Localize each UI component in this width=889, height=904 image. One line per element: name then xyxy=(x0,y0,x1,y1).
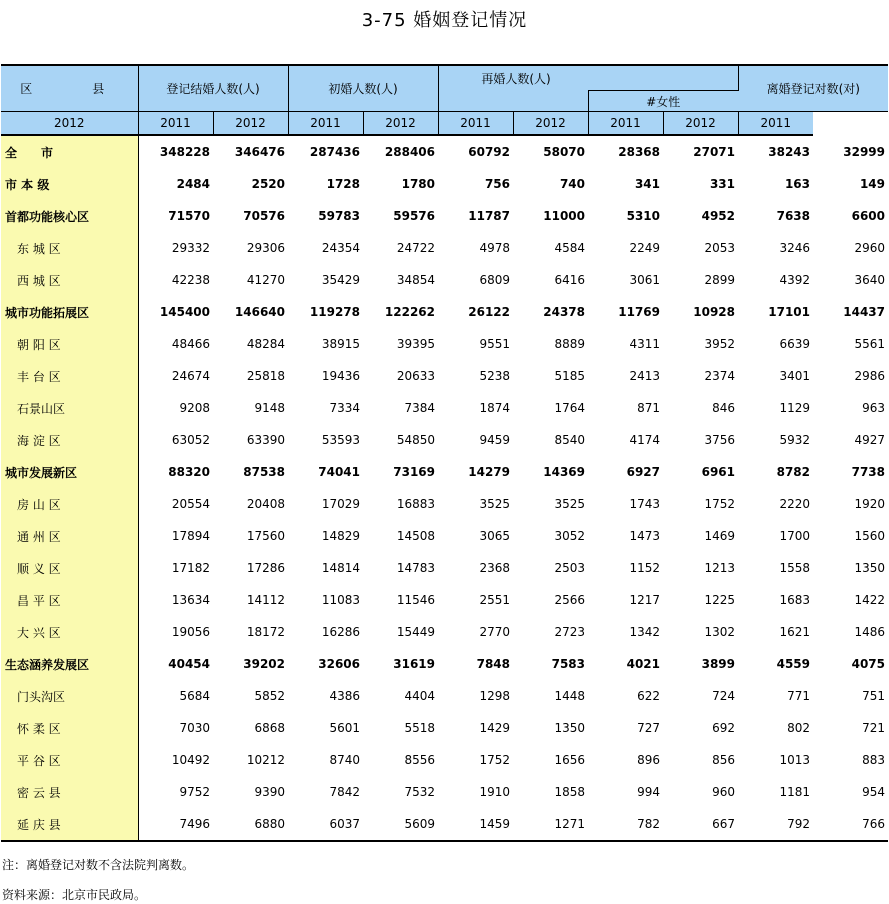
region-name: 城市发展新区 xyxy=(1,456,138,488)
value-cell: 724 xyxy=(712,689,735,703)
value-cell: 26122 xyxy=(468,305,510,319)
value-cell: 3899 xyxy=(701,657,735,671)
data-source: 资料来源：北京市民政局。 xyxy=(2,888,147,902)
value-cell: 14369 xyxy=(543,465,585,479)
value-cell: 1422 xyxy=(854,593,885,607)
year-header-cell: 2011 xyxy=(438,112,513,136)
value-cell: 1486 xyxy=(854,625,885,639)
table-row xyxy=(1,552,888,584)
value-cell: 3756 xyxy=(704,433,735,447)
value-cell: 2503 xyxy=(554,561,585,575)
year-header-cell: 2012 xyxy=(663,112,738,136)
value-cell: 846 xyxy=(712,401,735,415)
value-cell: 1780 xyxy=(401,177,435,191)
table-header xyxy=(1,65,888,135)
value-cell: 11000 xyxy=(543,209,585,223)
table-row xyxy=(1,424,888,456)
value-cell: 27071 xyxy=(693,145,735,159)
value-cell: 5932 xyxy=(779,433,810,447)
value-cell: 31619 xyxy=(393,657,435,671)
value-cell: 692 xyxy=(712,721,735,735)
region-name: 昌 平 区 xyxy=(1,584,138,616)
value-cell: 1920 xyxy=(854,497,885,511)
value-cell: 348228 xyxy=(159,145,210,159)
value-cell: 6868 xyxy=(254,721,285,735)
value-cell: 5310 xyxy=(626,209,660,223)
value-cell: 287436 xyxy=(309,145,360,159)
value-cell: 5561 xyxy=(854,337,885,351)
value-cell: 16883 xyxy=(396,497,435,511)
region-name: 石景山区 xyxy=(1,392,138,424)
value-cell: 960 xyxy=(712,785,735,799)
value-cell: 346476 xyxy=(234,145,285,159)
value-cell: 288406 xyxy=(384,145,435,159)
value-cell: 721 xyxy=(862,721,885,735)
value-cell: 20408 xyxy=(246,497,285,511)
value-cell: 1683 xyxy=(779,593,810,607)
value-cell: 14112 xyxy=(246,593,285,607)
value-cell: 7532 xyxy=(404,785,435,799)
value-cell: 6037 xyxy=(288,808,363,841)
region-name: 门头沟区 xyxy=(1,680,138,712)
region-name: 海 淀 区 xyxy=(1,424,138,456)
value-cell: 42238 xyxy=(171,273,210,287)
value-cell: 963 xyxy=(862,401,885,415)
value-cell: 59576 xyxy=(393,209,435,223)
value-cell: 63390 xyxy=(246,433,285,447)
value-cell: 1213 xyxy=(704,561,735,575)
value-cell: 1473 xyxy=(629,529,660,543)
value-cell: 13634 xyxy=(171,593,210,607)
value-cell: 667 xyxy=(663,808,738,841)
value-cell: 88320 xyxy=(168,465,210,479)
value-cell: 8740 xyxy=(329,753,360,767)
page-title: 3-75 婚姻登记情况 xyxy=(361,10,528,31)
table-row xyxy=(1,520,888,552)
value-cell: 119278 xyxy=(309,305,360,319)
value-cell: 29306 xyxy=(246,241,285,255)
value-cell: 6639 xyxy=(779,337,810,351)
value-cell: 11546 xyxy=(396,593,435,607)
value-cell: 39202 xyxy=(243,657,285,671)
value-cell: 766 xyxy=(813,808,888,841)
value-cell: 17029 xyxy=(321,497,360,511)
value-cell: 38243 xyxy=(768,145,810,159)
value-cell: 6809 xyxy=(479,273,510,287)
value-cell: 2520 xyxy=(251,177,285,191)
value-cell: 41270 xyxy=(246,273,285,287)
value-cell: 10212 xyxy=(246,753,285,767)
value-cell: 54850 xyxy=(396,433,435,447)
region-name: 朝 阳 区 xyxy=(1,328,138,360)
value-cell: 2551 xyxy=(479,593,510,607)
value-cell: 4927 xyxy=(854,433,885,447)
value-cell: 1656 xyxy=(554,753,585,767)
table-row xyxy=(1,296,888,328)
value-cell: 6961 xyxy=(701,465,735,479)
value-cell: 3065 xyxy=(479,529,510,543)
value-cell: 751 xyxy=(862,689,885,703)
value-cell: 28368 xyxy=(618,145,660,159)
value-cell: 10492 xyxy=(171,753,210,767)
value-cell: 792 xyxy=(738,808,813,841)
region-name: 平 谷 区 xyxy=(1,744,138,776)
value-cell: 1874 xyxy=(479,401,510,415)
table-row xyxy=(1,712,888,744)
value-cell: 802 xyxy=(787,721,810,735)
value-cell: 20554 xyxy=(171,497,210,511)
value-cell: 9752 xyxy=(179,785,210,799)
value-cell: 15449 xyxy=(396,625,435,639)
value-cell: 24378 xyxy=(543,305,585,319)
value-cell: 3246 xyxy=(779,241,810,255)
table-row xyxy=(1,135,888,168)
region-name: 东 城 区 xyxy=(1,232,138,264)
value-cell: 1621 xyxy=(779,625,810,639)
value-cell: 727 xyxy=(637,721,660,735)
value-cell: 73169 xyxy=(393,465,435,479)
value-cell: 24354 xyxy=(321,241,360,255)
value-cell: 5185 xyxy=(554,369,585,383)
region-name: 西 城 区 xyxy=(1,264,138,296)
table-row xyxy=(1,168,888,200)
value-cell: 2986 xyxy=(854,369,885,383)
value-cell: 8782 xyxy=(776,465,810,479)
value-cell: 53593 xyxy=(321,433,360,447)
value-cell: 7583 xyxy=(551,657,585,671)
value-cell: 2249 xyxy=(629,241,660,255)
value-cell: 24722 xyxy=(396,241,435,255)
value-cell: 122262 xyxy=(384,305,435,319)
year-header-cell: 2011 xyxy=(288,112,363,136)
value-cell: 16286 xyxy=(321,625,360,639)
value-cell: 25818 xyxy=(246,369,285,383)
value-cell: 740 xyxy=(559,177,585,191)
region-name: 全 市 xyxy=(1,135,138,168)
value-cell: 1858 xyxy=(554,785,585,799)
value-cell: 4978 xyxy=(479,241,510,255)
value-cell: 7496 xyxy=(138,808,213,841)
table-row xyxy=(1,776,888,808)
value-cell: 11787 xyxy=(468,209,510,223)
value-cell: 48284 xyxy=(246,337,285,351)
value-cell: 11083 xyxy=(321,593,360,607)
value-cell: 17560 xyxy=(246,529,285,543)
value-cell: 1728 xyxy=(326,177,360,191)
value-cell: 20633 xyxy=(396,369,435,383)
region-name: 通 州 区 xyxy=(1,520,138,552)
value-cell: 4404 xyxy=(404,689,435,703)
value-cell: 3640 xyxy=(854,273,885,287)
value-cell: 7638 xyxy=(776,209,810,223)
value-cell: 1298 xyxy=(479,689,510,703)
value-cell: 58070 xyxy=(543,145,585,159)
value-cell: 59783 xyxy=(318,209,360,223)
value-cell: 5238 xyxy=(479,369,510,383)
value-cell: 994 xyxy=(637,785,660,799)
value-cell: 2899 xyxy=(704,273,735,287)
region-name: 市 本 级 xyxy=(1,168,138,200)
value-cell: 38915 xyxy=(321,337,360,351)
value-cell: 1764 xyxy=(554,401,585,415)
value-cell: 331 xyxy=(709,177,735,191)
table-row xyxy=(1,744,888,776)
remarriage-header-label: 再婚人数(人) xyxy=(481,71,551,86)
year-header-cell: 2011 xyxy=(588,112,663,136)
year-header-cell: 2012 xyxy=(213,112,288,136)
value-cell: 4174 xyxy=(629,433,660,447)
value-cell: 7842 xyxy=(329,785,360,799)
value-cell: 1271 xyxy=(513,808,588,841)
value-cell: 14814 xyxy=(321,561,360,575)
value-cell: 9208 xyxy=(179,401,210,415)
first-marriage-header: 初婚人数(人) xyxy=(288,65,438,112)
value-cell: 34854 xyxy=(396,273,435,287)
region-column-header: 区 县 xyxy=(1,65,138,112)
value-cell: 71570 xyxy=(168,209,210,223)
value-cell: 11769 xyxy=(618,305,660,319)
value-cell: 2220 xyxy=(779,497,810,511)
value-cell: 1560 xyxy=(854,529,885,543)
value-cell: 3525 xyxy=(479,497,510,511)
value-cell: 5684 xyxy=(179,689,210,703)
value-cell: 5609 xyxy=(363,808,438,841)
remarriage-header xyxy=(438,65,738,91)
value-cell: 2374 xyxy=(704,369,735,383)
value-cell: 5852 xyxy=(254,689,285,703)
table-row xyxy=(1,200,888,232)
footnote: 注：离婚登记对数不含法院判离数。 xyxy=(2,858,195,872)
value-cell: 9459 xyxy=(479,433,510,447)
value-cell: 8540 xyxy=(554,433,585,447)
value-cell: 2413 xyxy=(629,369,660,383)
value-cell: 1700 xyxy=(779,529,810,543)
value-cell: 4386 xyxy=(329,689,360,703)
region-name: 首都功能核心区 xyxy=(1,200,138,232)
value-cell: 1302 xyxy=(704,625,735,639)
value-cell: 146640 xyxy=(234,305,285,319)
value-cell: 2566 xyxy=(554,593,585,607)
value-cell: 3952 xyxy=(704,337,735,351)
value-cell: 60792 xyxy=(468,145,510,159)
value-cell: 1743 xyxy=(629,497,660,511)
value-cell: 163 xyxy=(784,177,810,191)
value-cell: 4559 xyxy=(776,657,810,671)
value-cell: 10928 xyxy=(693,305,735,319)
value-cell: 1225 xyxy=(704,593,735,607)
value-cell: 17894 xyxy=(171,529,210,543)
value-cell: 17101 xyxy=(768,305,810,319)
value-cell: 14279 xyxy=(468,465,510,479)
value-cell: 145400 xyxy=(159,305,210,319)
value-cell: 622 xyxy=(637,689,660,703)
table-row xyxy=(1,392,888,424)
value-cell: 5601 xyxy=(329,721,360,735)
value-cell: 9390 xyxy=(254,785,285,799)
value-cell: 17286 xyxy=(246,561,285,575)
value-cell: 3061 xyxy=(629,273,660,287)
value-cell: 771 xyxy=(787,689,810,703)
table-row xyxy=(1,616,888,648)
value-cell: 341 xyxy=(634,177,660,191)
value-cell: 1342 xyxy=(629,625,660,639)
region-name: 密 云 县 xyxy=(1,776,138,808)
divorce-header: 离婚登记对数(对) xyxy=(738,65,888,112)
value-cell: 6600 xyxy=(851,209,885,223)
female-subheader: #女性 xyxy=(588,91,738,112)
value-cell: 2723 xyxy=(554,625,585,639)
table-row xyxy=(1,680,888,712)
table-row xyxy=(1,264,888,296)
region-name: 大 兴 区 xyxy=(1,616,138,648)
value-cell: 1429 xyxy=(479,721,510,735)
value-cell: 1910 xyxy=(479,785,510,799)
value-cell: 3052 xyxy=(554,529,585,543)
value-cell: 2053 xyxy=(704,241,735,255)
value-cell: 18172 xyxy=(246,625,285,639)
value-cell: 3525 xyxy=(554,497,585,511)
value-cell: 954 xyxy=(862,785,885,799)
value-cell: 756 xyxy=(484,177,510,191)
value-cell: 35429 xyxy=(321,273,360,287)
value-cell: 4584 xyxy=(554,241,585,255)
value-cell: 14437 xyxy=(843,305,885,319)
value-cell: 32999 xyxy=(843,144,885,159)
value-cell: 1013 xyxy=(779,753,810,767)
value-cell: 6927 xyxy=(626,465,660,479)
value-cell: 896 xyxy=(637,753,660,767)
marriage-registration-table xyxy=(1,64,888,842)
value-cell: 856 xyxy=(712,753,735,767)
value-cell: 9551 xyxy=(479,337,510,351)
value-cell: 1469 xyxy=(704,529,735,543)
value-cell: 2770 xyxy=(479,625,510,639)
value-cell: 1448 xyxy=(554,689,585,703)
table-row xyxy=(1,360,888,392)
value-cell: 6880 xyxy=(213,808,288,841)
married-total-header: 登记结婚人数(人) xyxy=(138,65,288,112)
table-row xyxy=(1,456,888,488)
value-cell: 70576 xyxy=(243,209,285,223)
value-cell: 149 xyxy=(859,177,885,191)
value-cell: 19056 xyxy=(171,625,210,639)
value-cell: 32606 xyxy=(318,657,360,671)
remarriage-spacer xyxy=(438,91,588,112)
value-cell: 4952 xyxy=(701,209,735,223)
year-header-cell: 2012 xyxy=(363,112,438,136)
value-cell: 48466 xyxy=(171,337,210,351)
region-name: 怀 柔 区 xyxy=(1,712,138,744)
value-cell: 1350 xyxy=(554,721,585,735)
value-cell: 40454 xyxy=(168,657,210,671)
region-name: 生态涵养发展区 xyxy=(1,648,138,680)
region-name: 延 庆 县 xyxy=(1,808,138,841)
table-row xyxy=(1,584,888,616)
value-cell: 39395 xyxy=(396,337,435,351)
value-cell: 87538 xyxy=(243,465,285,479)
region-name: 丰 台 区 xyxy=(1,360,138,392)
year-header-cell: 2011 xyxy=(138,112,213,136)
value-cell: 63052 xyxy=(171,433,210,447)
value-cell: 8889 xyxy=(554,337,585,351)
table-row xyxy=(1,808,888,841)
value-cell: 4311 xyxy=(629,337,660,351)
value-cell: 1129 xyxy=(779,401,810,415)
year-header-row xyxy=(1,112,888,136)
value-cell: 4021 xyxy=(626,657,660,671)
year-header-cell: 2011 xyxy=(738,112,813,136)
value-cell: 2960 xyxy=(854,241,885,255)
value-cell: 871 xyxy=(637,401,660,415)
year-header-cell: 2012 xyxy=(1,112,138,136)
value-cell: 29332 xyxy=(171,241,210,255)
value-cell: 7030 xyxy=(179,721,210,735)
value-cell: 7334 xyxy=(329,401,360,415)
value-cell: 6416 xyxy=(554,273,585,287)
value-cell: 5518 xyxy=(404,721,435,735)
value-cell: 14829 xyxy=(321,529,360,543)
table-body xyxy=(1,135,888,841)
value-cell: 1350 xyxy=(854,561,885,575)
value-cell: 7848 xyxy=(476,657,510,671)
value-cell: 1217 xyxy=(629,593,660,607)
value-cell: 1459 xyxy=(438,808,513,841)
value-cell: 3401 xyxy=(779,369,810,383)
table-row xyxy=(1,648,888,680)
table-row xyxy=(1,488,888,520)
value-cell: 4075 xyxy=(851,657,885,671)
value-cell: 24674 xyxy=(171,369,210,383)
value-cell: 1752 xyxy=(704,497,735,511)
region-name: 顺 义 区 xyxy=(1,552,138,584)
value-cell: 2484 xyxy=(176,177,210,191)
value-cell: 883 xyxy=(862,753,885,767)
region-name: 城市功能拓展区 xyxy=(1,296,138,328)
value-cell: 8556 xyxy=(404,753,435,767)
value-cell: 1181 xyxy=(779,785,810,799)
value-cell: 782 xyxy=(588,808,663,841)
year-header-cell: 2012 xyxy=(513,112,588,136)
value-cell: 1152 xyxy=(629,561,660,575)
table-row xyxy=(1,232,888,264)
value-cell: 19436 xyxy=(321,369,360,383)
value-cell: 7738 xyxy=(851,465,885,479)
value-cell: 9148 xyxy=(254,401,285,415)
value-cell: 14783 xyxy=(396,561,435,575)
value-cell: 2368 xyxy=(479,561,510,575)
table-row xyxy=(1,328,888,360)
value-cell: 1752 xyxy=(479,753,510,767)
value-cell: 4392 xyxy=(779,273,810,287)
value-cell: 7384 xyxy=(404,401,435,415)
value-cell: 1558 xyxy=(779,561,810,575)
value-cell: 14508 xyxy=(396,529,435,543)
value-cell: 17182 xyxy=(171,561,210,575)
region-name: 房 山 区 xyxy=(1,488,138,520)
value-cell: 74041 xyxy=(318,465,360,479)
